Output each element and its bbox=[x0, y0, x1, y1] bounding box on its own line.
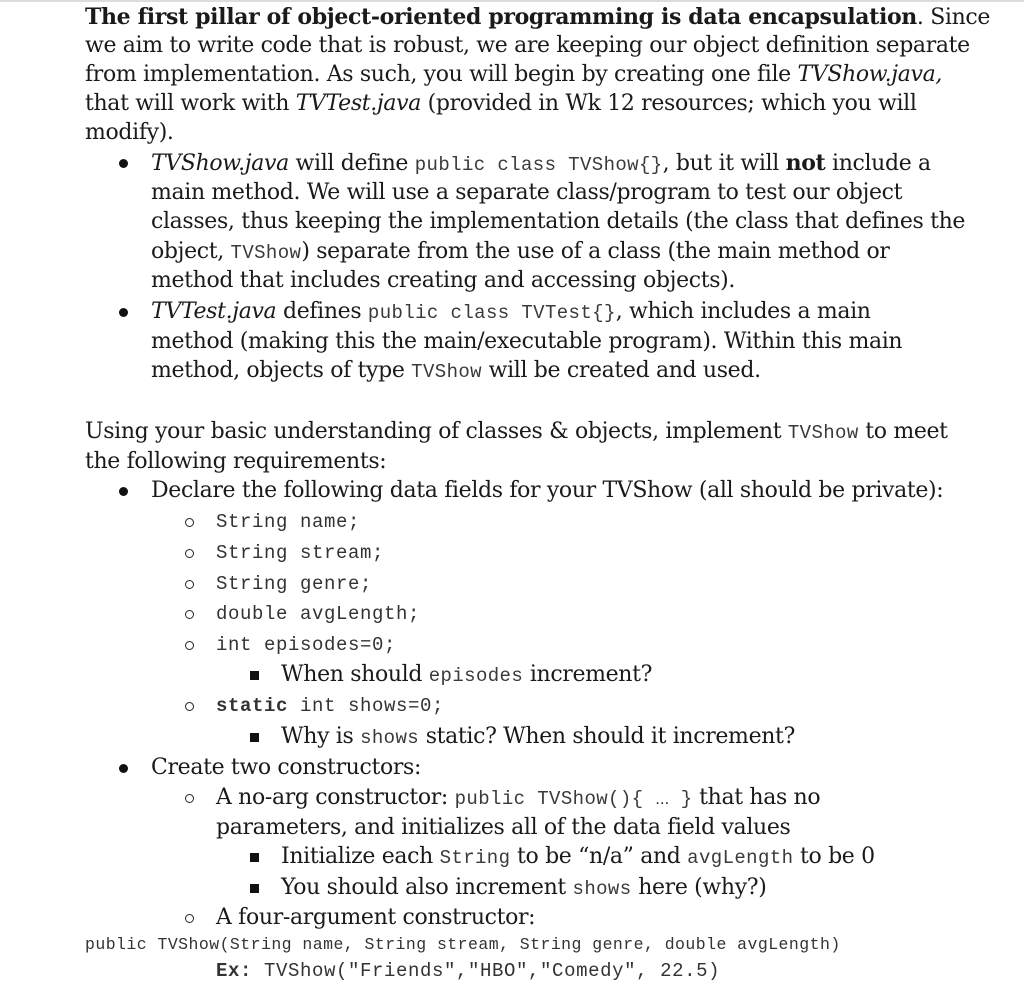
intro-line-2: we aim to write code that is robust, we are keeping our object definition separate bbox=[85, 33, 970, 58]
bullet-dot bbox=[119, 159, 128, 168]
bullet1-line-5: method that includes creating and accessing objects). bbox=[151, 268, 736, 293]
sub-bullet-circle bbox=[185, 580, 194, 589]
bullet2-line-3: method, objects of type TVShow will be created and used. bbox=[151, 358, 761, 383]
bullet-dot bbox=[119, 764, 128, 773]
bullet1-line-2: main method. We will use a separate class/program to test our object bbox=[151, 180, 903, 205]
field-shows: static int shows=0; bbox=[216, 695, 445, 717]
constructor-signature: public TVShow(String name, String stream, String genre, double avgLength) bbox=[85, 935, 841, 954]
fields-heading: Declare the following data fields for your TVShow (all should be private): bbox=[151, 478, 944, 503]
sub-sub-bullet-square bbox=[250, 884, 259, 893]
noarg-ctor-line-1: A no-arg constructor: public TVShow(){ … } that has no bbox=[216, 785, 821, 810]
sub-bullet-circle bbox=[185, 610, 194, 619]
field-avglength: double avgLength; bbox=[216, 603, 421, 625]
sub-bullet-circle bbox=[185, 794, 194, 803]
bullet2-line-1: TVTest.java defines public class TVTest{}, which includes a main bbox=[151, 299, 871, 324]
section2-line-1: Using your basic understanding of classes & objects, implement TVShow to meet bbox=[85, 419, 948, 444]
bullet1-line-3: classes, thus keeping the implementation details (the class that defines the bbox=[151, 209, 966, 234]
sub-sub-bullet-square bbox=[250, 733, 259, 742]
intro-line-4: that will work with TVTest.java (provided in Wk 12 resources; which you will bbox=[85, 91, 917, 116]
field-genre: String genre; bbox=[216, 573, 373, 595]
intro-line-5: modify). bbox=[85, 120, 174, 145]
noarg-ctor-line-2: parameters, and initializes all of the data field values bbox=[216, 815, 791, 840]
intro-line-1: The first pillar of object-oriented programming is data encapsulation. Since bbox=[85, 4, 991, 30]
constructor-example: Ex: TVShow("Friends","HBO","Comedy", 22.5) bbox=[216, 960, 721, 982]
bullet-dot bbox=[119, 487, 128, 496]
bullet2-line-2: method (making this the main/executable program). Within this main bbox=[151, 329, 903, 354]
ctors-heading: Create two constructors: bbox=[151, 755, 422, 780]
sub-bullet-circle bbox=[185, 549, 194, 558]
sub-bullet-circle bbox=[185, 702, 194, 711]
init-instruction: Initialize each String to be “n/a” and avgLength to be 0 bbox=[281, 844, 875, 869]
four-arg-ctor-heading: A four-argument constructor: bbox=[216, 905, 536, 930]
sub-sub-bullet-square bbox=[250, 853, 259, 862]
sub-sub-bullet-square bbox=[250, 671, 259, 680]
field-stream: String stream; bbox=[216, 542, 385, 564]
field-episodes: int episodes=0; bbox=[216, 634, 397, 656]
sub-bullet-circle bbox=[185, 914, 194, 923]
episodes-question: When should episodes increment? bbox=[281, 662, 653, 687]
section2-line-2: the following requirements: bbox=[85, 449, 387, 474]
bullet-dot bbox=[119, 308, 128, 317]
shows-question: Why is shows static? When should it increment? bbox=[281, 724, 795, 749]
field-name: String name; bbox=[216, 511, 361, 533]
intro-line-3: from implementation. As such, you will begin by creating one file TVShow.java, bbox=[85, 62, 943, 87]
sub-bullet-circle bbox=[185, 518, 194, 527]
sub-bullet-circle bbox=[185, 641, 194, 650]
bullet1-line-4: object, TVShow) separate from the use of a class (the main method or bbox=[151, 239, 890, 264]
increment-instruction: You should also increment shows here (why?) bbox=[281, 875, 767, 900]
bullet1-line-1: TVShow.java will define public class TVShow{}, but it will not include a bbox=[151, 150, 931, 176]
